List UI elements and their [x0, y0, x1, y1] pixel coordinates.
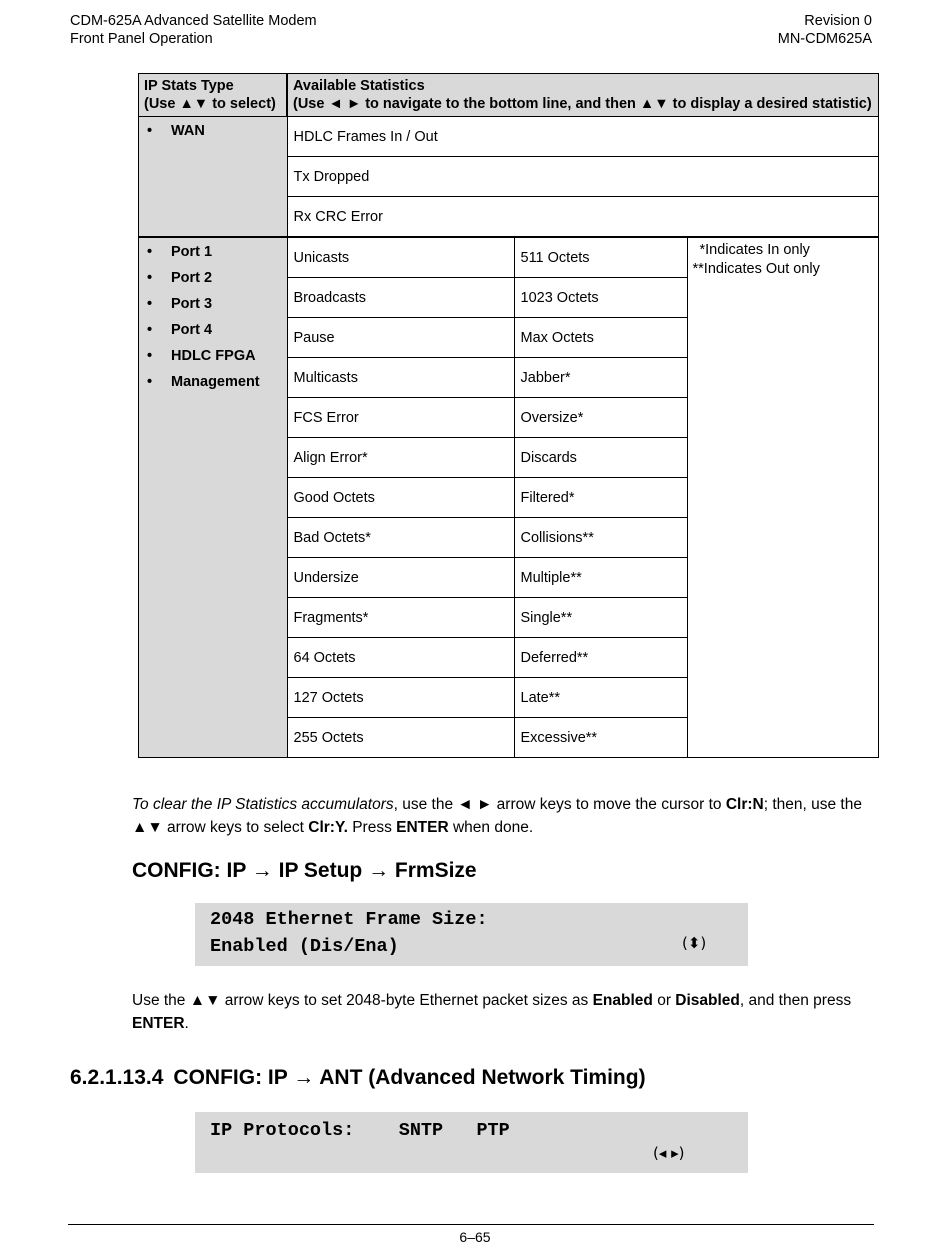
port-type-item: • Port 1	[139, 242, 287, 268]
port-stat: Broadcasts	[287, 278, 514, 318]
available-stats-header: Available Statistics (Use ◄ ► to navigate to the bottom line, and then ▲▼ to display a desired statistic)	[287, 74, 879, 117]
wan-stat: HDLC Frames In / Out	[287, 117, 879, 157]
section-title: CONFIG: IP → ANT (Advanced Network Timing)	[173, 1066, 646, 1089]
port-stat: Bad Octets*	[287, 518, 514, 558]
port-stat: Collisions**	[514, 518, 687, 558]
running-header-left	[70, 12, 317, 48]
doc-number: MN-CDM625A	[777, 31, 872, 47]
doc-title: CDM-625A Advanced Satellite Modem	[70, 13, 317, 29]
port-type-item: • Port 2	[139, 268, 287, 294]
table-row	[139, 117, 879, 157]
port-stat: Filtered*	[514, 478, 687, 518]
section-number: 6.2.1.13.4	[70, 1066, 164, 1089]
port-stat: Deferred**	[514, 638, 687, 678]
port-stat: Discards	[514, 438, 687, 478]
wan-stat: Tx Dropped	[287, 157, 879, 197]
clear-stats-paragraph: To clear the IP Statistics accumulators, use the ◄ ► arrow keys to move the cursor to Clr:N; then, use the ▲▼ arrow keys to select Clr:Y. Press ENTER when done.	[132, 796, 862, 836]
port-stat: 64 Octets	[287, 638, 514, 678]
port-stat: Pause	[287, 318, 514, 358]
port-stat: Unicasts	[287, 237, 514, 278]
port-stat: 255 Octets	[287, 718, 514, 758]
port-type-item: • Port 4	[139, 320, 287, 346]
lcd-display-ant	[195, 1112, 748, 1173]
port-stat: 1023 Octets	[514, 278, 687, 318]
chapter-title: Front Panel Operation	[70, 31, 213, 47]
port-stat: Single**	[514, 598, 687, 638]
port-stat: Excessive**	[514, 718, 687, 758]
table-row	[139, 237, 879, 278]
page-number: 6–65	[459, 1229, 491, 1245]
port-stat: Align Error*	[287, 438, 514, 478]
note-out-only: **Indicates Out only	[692, 261, 820, 277]
wan-type-cell	[139, 117, 288, 238]
ant-heading	[70, 1066, 646, 1090]
footer-rule	[68, 1224, 874, 1225]
running-header-right	[778, 12, 872, 48]
left-right-arrows-icon: (◂ ▸)	[653, 1144, 685, 1162]
up-down-arrows-icon: (⬍)	[682, 934, 707, 952]
revision: Revision 0	[804, 13, 872, 29]
note-in-only: *Indicates In only	[699, 242, 810, 258]
port-stat: Multiple**	[514, 558, 687, 598]
lcd-line-1: 2048 Ethernet Frame Size:	[210, 909, 488, 930]
stats-type-header: IP Stats Type (Use ▲▼ to select)	[139, 74, 288, 117]
port-stat: Undersize	[287, 558, 514, 598]
port-stat: Fragments*	[287, 598, 514, 638]
port-stat: Jabber*	[514, 358, 687, 398]
port-stat: FCS Error	[287, 398, 514, 438]
frmsize-heading: CONFIG: IP → IP Setup → FrmSize	[132, 859, 477, 882]
lcd-display-frmsize	[195, 903, 748, 966]
ip-stats-table	[138, 73, 879, 758]
port-stat: Max Octets	[514, 318, 687, 358]
frmsize-paragraph: Use the ▲▼ arrow keys to set 2048-byte Ethernet packet sizes as Enabled or Disabled, and then press ENTER.	[132, 992, 852, 1032]
port-type-cell	[139, 237, 288, 758]
footnote-cell	[687, 237, 879, 758]
port-type-item: • Port 3	[139, 294, 287, 320]
wan-item: • WAN	[139, 121, 287, 147]
wan-stat: Rx CRC Error	[287, 197, 879, 238]
lcd-line-1: IP Protocols: SNTP PTP	[210, 1120, 510, 1141]
port-stat: Oversize*	[514, 398, 687, 438]
port-type-item: • HDLC FPGA	[139, 346, 287, 372]
table-header-row	[139, 74, 879, 117]
port-type-item: • Management	[139, 372, 287, 398]
port-stat: Multicasts	[287, 358, 514, 398]
port-stat: Good Octets	[287, 478, 514, 518]
port-stat: Late**	[514, 678, 687, 718]
port-stat: 511 Octets	[514, 237, 687, 278]
port-stat: 127 Octets	[287, 678, 514, 718]
lcd-line-2: Enabled (Dis/Ena)	[210, 936, 399, 957]
